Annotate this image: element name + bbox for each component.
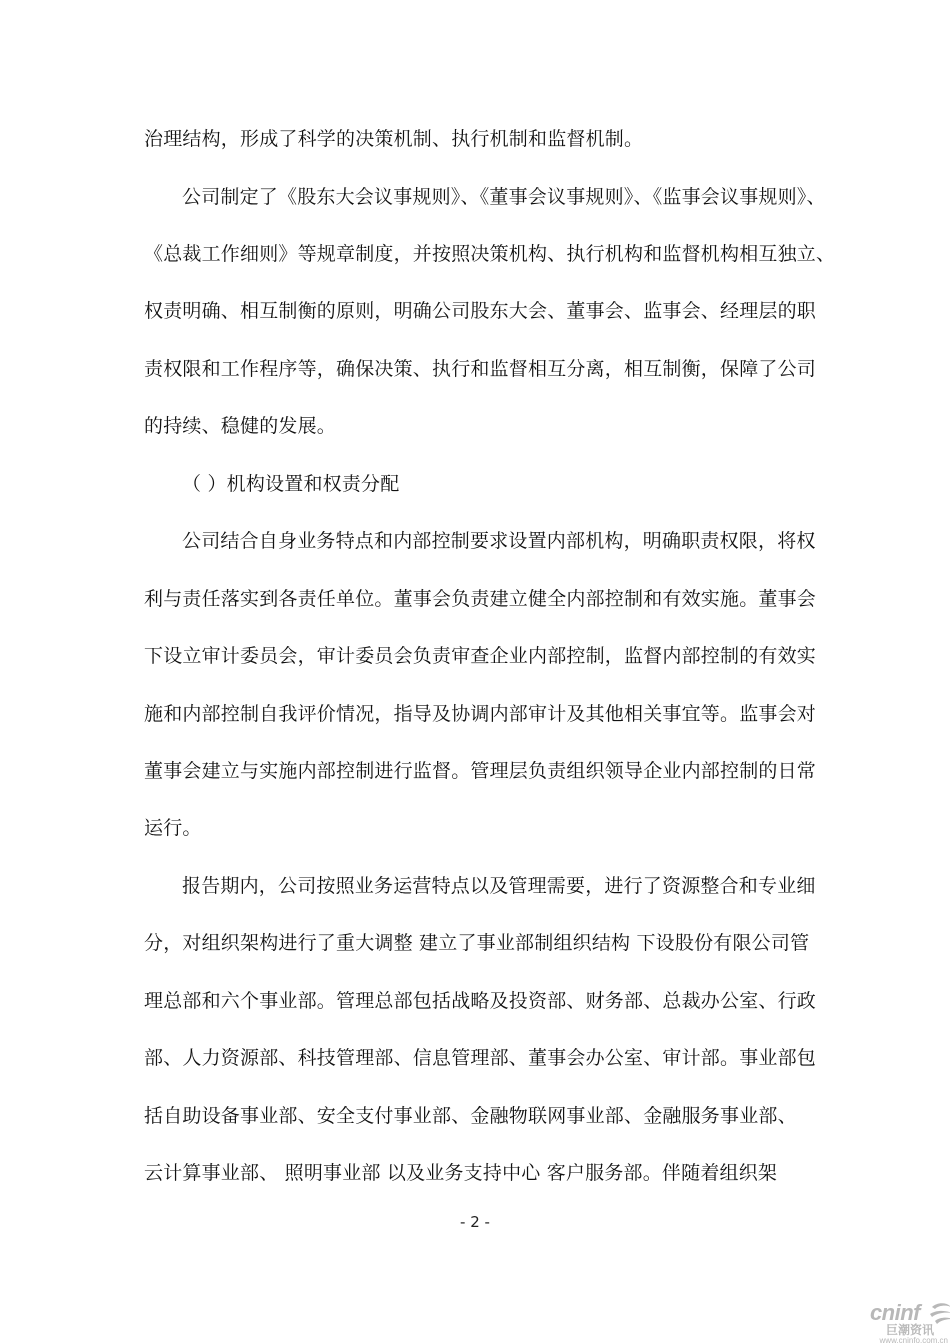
text-line: 报告期内，公司按照业务运营特点以及管理需要，进行了资源整合和专业细 — [182, 875, 816, 897]
text-line: 括自助设备事业部、安全支付事业部、金融物联网事业部、金融服务事业部、 — [144, 1105, 797, 1127]
text-line: 施和内部控制自我评价情况，指导及协调内部审计及其他相关事宜等。监事会对 — [144, 703, 817, 725]
text-line: 公司结合自身业务特点和内部控制要求设置内部机构，明确职责权限，将权 — [182, 530, 816, 552]
page-number: - 2 - — [460, 1213, 490, 1231]
text-line: 权责明确、相互制衡的原则，明确公司股东大会、董事会、监事会、经理层的职 — [144, 300, 817, 322]
text-line: 治理结构，形成了科学的决策机制、执行机制和监督机制。 — [144, 128, 644, 150]
text-line: 《总裁工作细则》等规章制度，并按照决策机构、执行机构和监督机构相互独立、 — [144, 243, 836, 265]
text-line: 董事会建立与实施内部控制进行监督。管理层负责组织领导企业内部控制的日常 — [144, 760, 817, 782]
text-line: 公司制定了《股东大会议事规则》、《董事会议事规则》、《监事会议事规则》、 — [182, 186, 826, 208]
section-heading: （ ）机构设置和权责分配 — [182, 473, 400, 495]
text-line: 理总部和六个事业部。管理总部包括战略及投资部、财务部、总裁办公室、行政 — [144, 990, 817, 1012]
text-line: 运行。 — [144, 817, 202, 839]
watermark-brand: cninf — [869, 1300, 920, 1325]
text-line: 分，对组织架构进行了重大调整 建立了事业部制组织结构 下设股份有限公司管 — [144, 932, 810, 954]
watermark-cn-brand: 巨潮资讯 — [885, 1323, 934, 1337]
watermark-url: www.cninfo.com.cn — [879, 1336, 948, 1344]
text-line: 责权限和工作程序等，确保决策、执行和监督相互分离，相互制衡，保障了公司 — [144, 358, 817, 380]
text-line: 云计算事业部、 照明事业部 以及业务支持中心 客户服务部。伴随着组织架 — [144, 1162, 778, 1184]
text-line: 的持续、稳健的发展。 — [144, 415, 337, 437]
text-line: 利与责任落实到各责任单位。董事会负责建立健全内部控制和有效实施。董事会 — [144, 588, 817, 610]
text-line: 部、人力资源部、科技管理部、信息管理部、董事会办公室、审计部。事业部包 — [144, 1047, 817, 1069]
text-line: 下设立审计委员会，审计委员会负责审查企业内部控制，监督内部控制的有效实 — [144, 645, 817, 667]
cninfo-watermark — [854, 1282, 950, 1344]
